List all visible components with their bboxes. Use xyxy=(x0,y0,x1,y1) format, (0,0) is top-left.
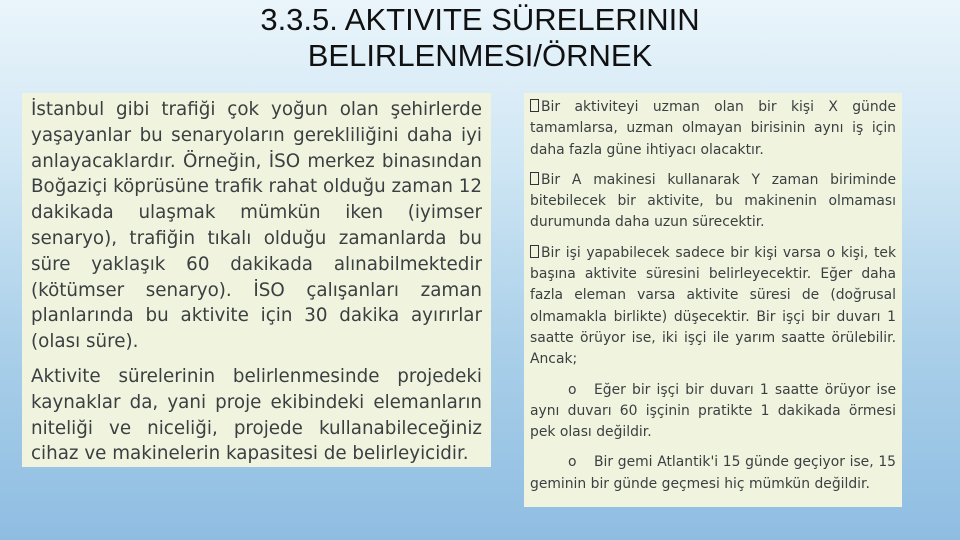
sub-item-text-1: Eğer bir işçi bir duvarı 1 saatte örüyor ise aynı duvarı 60 işçinin pratikte 1 dakikada örmesi pek olası değildir. xyxy=(530,381,896,441)
circle-bullet-marker: o xyxy=(568,454,577,471)
right-text-panel xyxy=(524,93,902,507)
sub-item-2 xyxy=(530,452,896,495)
bullet-item-3 xyxy=(530,243,896,371)
left-text-panel xyxy=(22,93,491,467)
bullet-text-3: Bir işi yapabilecek sadece bir kişi varsa o kişi, tek başına aktivite süresini belirleyecektir. Eğer daha fazla eleman varsa aktivite süresi de (doğrusal olmamakla birlikte) düşecektir. Bir işçi bir duvarı 1 saatte örüyor ise, iki işçi ile yarım saatte örülebilir. Ancak; xyxy=(530,244,896,368)
slide-title xyxy=(150,2,810,74)
square-bullet-icon xyxy=(530,245,539,258)
bullet-text-2: Bir A makinesi kullanarak Y zaman biriminde bitebilecek bir aktivite, bu makinenin olmaması durumunda daha uzun sürecektir. xyxy=(530,171,896,231)
bullet-item-1 xyxy=(530,97,896,161)
left-paragraph-1: İstanbul gibi trafiği çok yoğun olan şehirlerde yaşayanlar bu senaryoların gerekliliğini daha iyi anlayacaklardır. Örneğin, İSO merkez binasından Boğaziçi köprüsüne trafik rahat olduğu zaman 12 dakikada ulaşmak mümkün iken (iyimser senaryo), trafiğin tıkalı olduğu zamanlarda bu süre yaklaşık 60 dakikada alınabilmektedir (kötümser senaryo). İSO çalışanları zaman planlarında bu aktivite için 30 dakika ayırırlar (olası süre). xyxy=(31,99,482,353)
left-paragraph-2: Aktivite sürelerinin belirlenmesinde projedeki kaynaklar da, yani proje ekibindeki elemanların niteliği ve niceliği, projede kullanabileceğiniz cihaz ve makinelerin kapasitesi de belirleyicidir. xyxy=(31,365,482,465)
slide-title-line-1: 3.3.5. AKTIVITE SÜRELERININ xyxy=(260,2,700,37)
square-bullet-icon xyxy=(530,99,539,112)
sub-item-text-2: Bir gemi Atlantik'i 15 günde geçiyor ise, 15 geminin bir günde geçmesi hiç mümkün değildir. xyxy=(530,454,896,492)
sub-item-1 xyxy=(530,380,896,444)
bullet-item-2 xyxy=(530,170,896,234)
slide-title-line-2: BELIRLENMESI/ÖRNEK xyxy=(307,38,653,73)
square-bullet-icon xyxy=(530,172,539,185)
circle-bullet-marker: o xyxy=(568,381,577,398)
bullet-text-1: Bir aktiviteyi uzman olan bir kişi X günde tamamlarsa, uzman olmayan birisinin aynı iş için daha fazla güne ihtiyacı olacaktır. xyxy=(530,99,896,158)
